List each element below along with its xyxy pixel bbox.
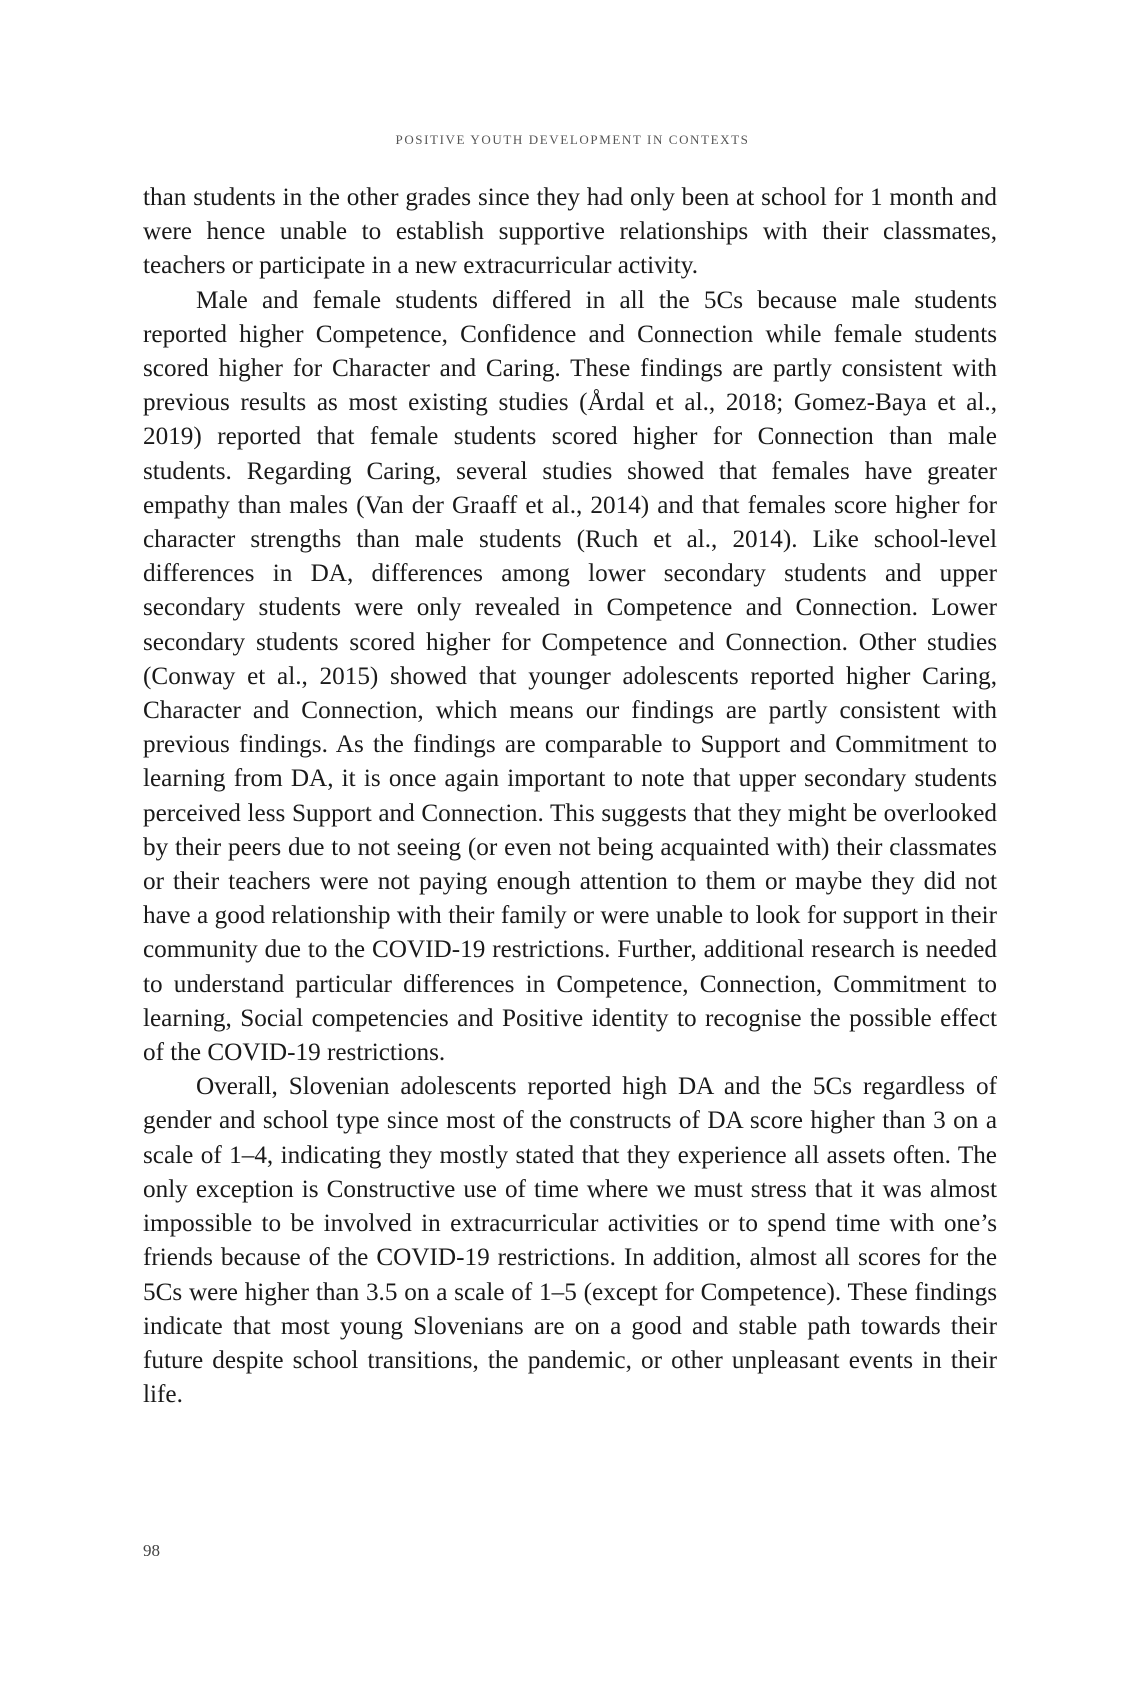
body-text — [143, 181, 997, 1412]
paragraph-continuation: than students in the other grades since they had only been at school for 1 month and were hence unable to establish supportive relationships with their classmates, teachers or participate in a new extracurricular activity. — [143, 184, 997, 280]
page-number: 98 — [143, 1541, 160, 1560]
paragraph-gender-differences: Male and female students differed in all the 5Cs because male students reported higher Competence, Confidence and Connection while female students scored higher for Character and Caring. These findings are partly consistent with previous results as most existing studies (Årdal et al., 2018; Gomez-Baya et al., 2019) reported that female students scored higher for Connection than male students. Regarding Caring, several studies showed that females have greater empathy than males (Van der Graaff et al., 2014) and that females score higher for character strengths than male students (Ruch et al., 2014). Like school-level differences in DA, differences among lower secondary students and upper secondary students were only revealed in Competence and Connection. Lower secondary students scored higher for Competence and Connection. Other studies (Conway et al., 2015) showed that younger adolescents reported higher Caring, Character and Connection, which means our findings are partly consistent with previous findings. As the findings are comparable to Support and Commitment to learning from DA, it is once again important to note that upper secondary students perceived less Support and Connection. This suggests that they might be overlooked by their peers due to not seeing (or even not being acquainted with) their classmates or their teachers were not paying enough attention to them or maybe they did not have a good relationship with their family or were unable to look for support in their community due to the COVID-19 restrictions. Further, additional research is needed to understand particular differences in Competence, Connection, Commitment to learning, Social competencies and Positive identity to recognise the possible effect of the COVID-19 restrictions. — [143, 286, 997, 1067]
running-header: POSITIVE YOUTH DEVELOPMENT IN CONTEXTS — [395, 132, 750, 147]
paragraph-overall-findings: Overall, Slovenian adolescents reported high DA and the 5Cs regardless of gender and school type since most of the constructs of DA score higher than 3 on a scale of 1–4, indicating they mostly stated that they experience all assets often. The only exception is Constructive use of time where we must stress that it was almost impossible to be involved in extracurricular activities or to spend time with one’s friends because of the COVID-19 restrictions. In addition, almost all scores for the 5Cs were higher than 3.5 on a scale of 1–5 (except for Competence). These findings indicate that most young Slovenians are on a good and stable path towards their future despite school transitions, the pandemic, or other unpleasant events in their life. — [143, 1073, 997, 1409]
